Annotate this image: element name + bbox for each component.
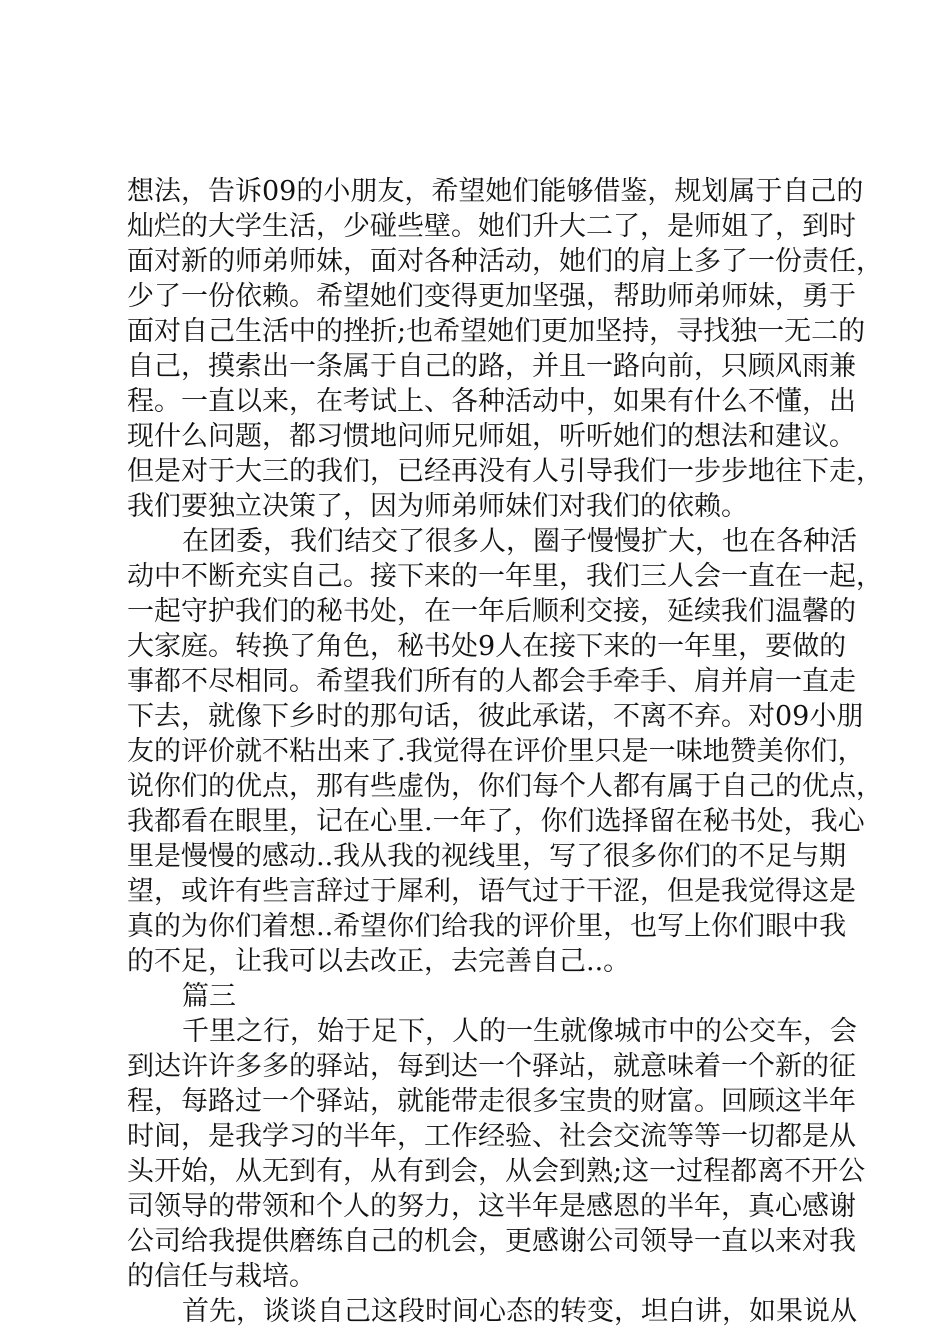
text-line: 自己，摸索出一条属于自己的路，并且一路向前，只顾风雨兼 bbox=[127, 351, 856, 382]
text-line: 时间，是我学习的半年，工作经验、社会交流等等一切都是从 bbox=[127, 1121, 856, 1152]
text-line: 少了一份依赖。希望她们变得更加坚强，帮助师弟师妹，勇于 bbox=[127, 281, 856, 312]
text-line: 事都不尽相同。希望我们所有的人都会手牵手、肩并肩一直走 bbox=[127, 666, 856, 697]
text-line: 面对新的师弟师妹，面对各种活动，她们的肩上多了一份责任， bbox=[127, 246, 883, 277]
text-line: 望，或许有些言辞过于犀利，语气过于干涩，但是我觉得这是 bbox=[127, 876, 856, 907]
text-line: 想法，告诉09的小朋友，希望她们能够借鉴，规划属于自己的 bbox=[127, 176, 864, 207]
text-line: 头开始，从无到有，从有到会，从会到熟;这一过程都离不开公 bbox=[127, 1156, 866, 1187]
text-line: 动中不断充实自己。接下来的一年里，我们三人会一直在一起， bbox=[127, 561, 883, 592]
text-line: 一起守护我们的秘书处，在一年后顺利交接，延续我们温馨的 bbox=[127, 596, 856, 627]
section-heading: 篇三 bbox=[182, 981, 236, 1012]
paragraph-start-line: 在团委，我们结交了很多人，圈子慢慢扩大，也在各种活 bbox=[182, 526, 857, 557]
text-line: 的信任与栽培。 bbox=[127, 1261, 316, 1292]
text-line: 但是对于大三的我们，已经再没有人引导我们一步步地往下走， bbox=[127, 456, 883, 487]
text-line: 真的为你们着想..希望你们给我的评价里，也写上你们眼中我 bbox=[127, 911, 847, 942]
text-line: 友的评价就不粘出来了.我觉得在评价里只是一味地赞美你们， bbox=[127, 736, 865, 767]
text-line: 说你们的优点，那有些虚伪，你们每个人都有属于自己的优点， bbox=[127, 771, 883, 802]
text-line: 现什么问题，都习惯地问师兄师姐，听听她们的想法和建议。 bbox=[127, 421, 856, 452]
text-line: 灿烂的大学生活，少碰些壁。她们升大二了，是师姐了，到时 bbox=[127, 211, 856, 242]
text-line: 面对自己生活中的挫折;也希望她们更加坚持，寻找独一无二的 bbox=[127, 316, 866, 347]
paragraph-start-line: 首先，谈谈自己这段时间心态的转变，坦白讲，如果说从 bbox=[182, 1296, 857, 1327]
text-line: 公司给我提供磨练自己的机会，更感谢公司领导一直以来对我 bbox=[127, 1226, 856, 1257]
text-line: 的不足，让我可以去改正，去完善自己..。 bbox=[127, 946, 631, 977]
text-line: 程，每路过一个驿站，就能带走很多宝贵的财富。回顾这半年 bbox=[127, 1086, 856, 1117]
text-line: 程。一直以来，在考试上、各种活动中，如果有什么不懂，出 bbox=[127, 386, 856, 417]
text-line: 里是慢慢的感动..我从我的视线里，写了很多你们的不足与期 bbox=[127, 841, 847, 872]
text-line: 大家庭。转换了角色，秘书处9人在接下来的一年里，要做的 bbox=[127, 631, 847, 662]
text-line: 我们要独立决策了，因为师弟师妹们对我们的依赖。 bbox=[127, 491, 748, 522]
text-line: 到达许许多多的驿站，每到达一个驿站，就意味着一个新的征 bbox=[127, 1051, 856, 1082]
text-line: 司领导的带领和个人的努力，这半年是感恩的半年，真心感谢 bbox=[127, 1191, 856, 1222]
text-line: 下去，就像下乡时的那句话，彼此承诺，不离不弃。对09小朋 bbox=[127, 701, 864, 732]
paragraph-start-line: 千里之行，始于足下，人的一生就像城市中的公交车，会 bbox=[182, 1016, 857, 1047]
text-line: 我都看在眼里，记在心里.一年了，你们选择留在秘书处，我心 bbox=[127, 806, 865, 837]
